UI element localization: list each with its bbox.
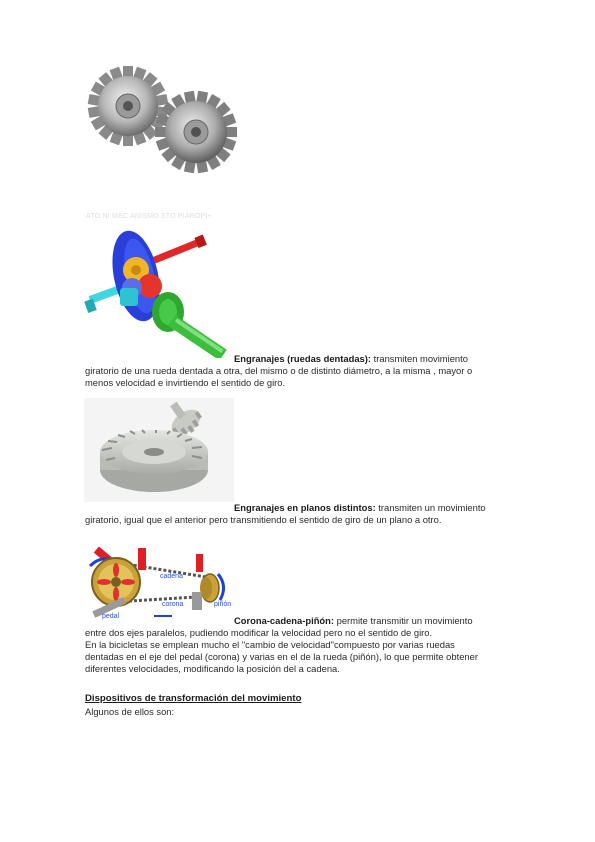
chain-title: Corona-cadena-piñón: — [234, 615, 334, 626]
chain-line3: En la bicicletas se emplean mucho el "cambio de velocidad"compuesto por varias ruedas — [85, 639, 455, 650]
chain-drive-image — [84, 544, 236, 622]
differential-gears-image — [84, 226, 236, 358]
bevel-title: Engranajes en planos distintos: — [234, 502, 376, 513]
crown-label: corona — [162, 601, 184, 608]
pinion-label: piñón — [214, 601, 232, 608]
gears-title: Engranajes (ruedas dentadas): — [234, 353, 372, 364]
chain-line2: entre dos ejes paralelos, pudiendo modificar la velocidad pero no el sentido de giro. — [85, 627, 433, 638]
transform-intro: Algunos de ellos son: — [85, 706, 175, 717]
spur-gears-image — [84, 66, 240, 178]
faded-caption: ATO NI MEC ANISMO STO PIAROPI+ — [86, 213, 212, 220]
bevel-gears-image — [84, 398, 234, 502]
gears-line2: giratorio de una rueda dentada a otra, del mismo o de distinto diámetro, a la misma , mayor o — [85, 365, 473, 376]
pedal-label: pedal — [102, 613, 120, 620]
bevel-line1: Engranajes en planos distintos: transmiten un movimiento — [234, 502, 486, 513]
chain-line4: dentadas en el eje del pedal (corona) y varias en el de la rueda (piñón), lo que permite obtener — [85, 651, 478, 662]
chain-label: cadena — [160, 573, 183, 580]
chain-line5: diferentes velocidades, modificando la posición del a cadena. — [85, 663, 340, 674]
transform-heading: Dispositivos de transformación del movimiento — [85, 693, 302, 704]
bevel-line2: giratorio, igual que el anterior pero transmitiendo el sentido de giro de un plano a otro. — [85, 514, 442, 525]
gears-line3: menos velocidad e invirtiendo el sentido de giro. — [85, 377, 286, 388]
gears-line1: Engranajes (ruedas dentadas): transmiten movimiento — [234, 353, 468, 364]
chain-line1: Corona-cadena-piñón: permite transmitir un movimiento — [234, 615, 473, 626]
